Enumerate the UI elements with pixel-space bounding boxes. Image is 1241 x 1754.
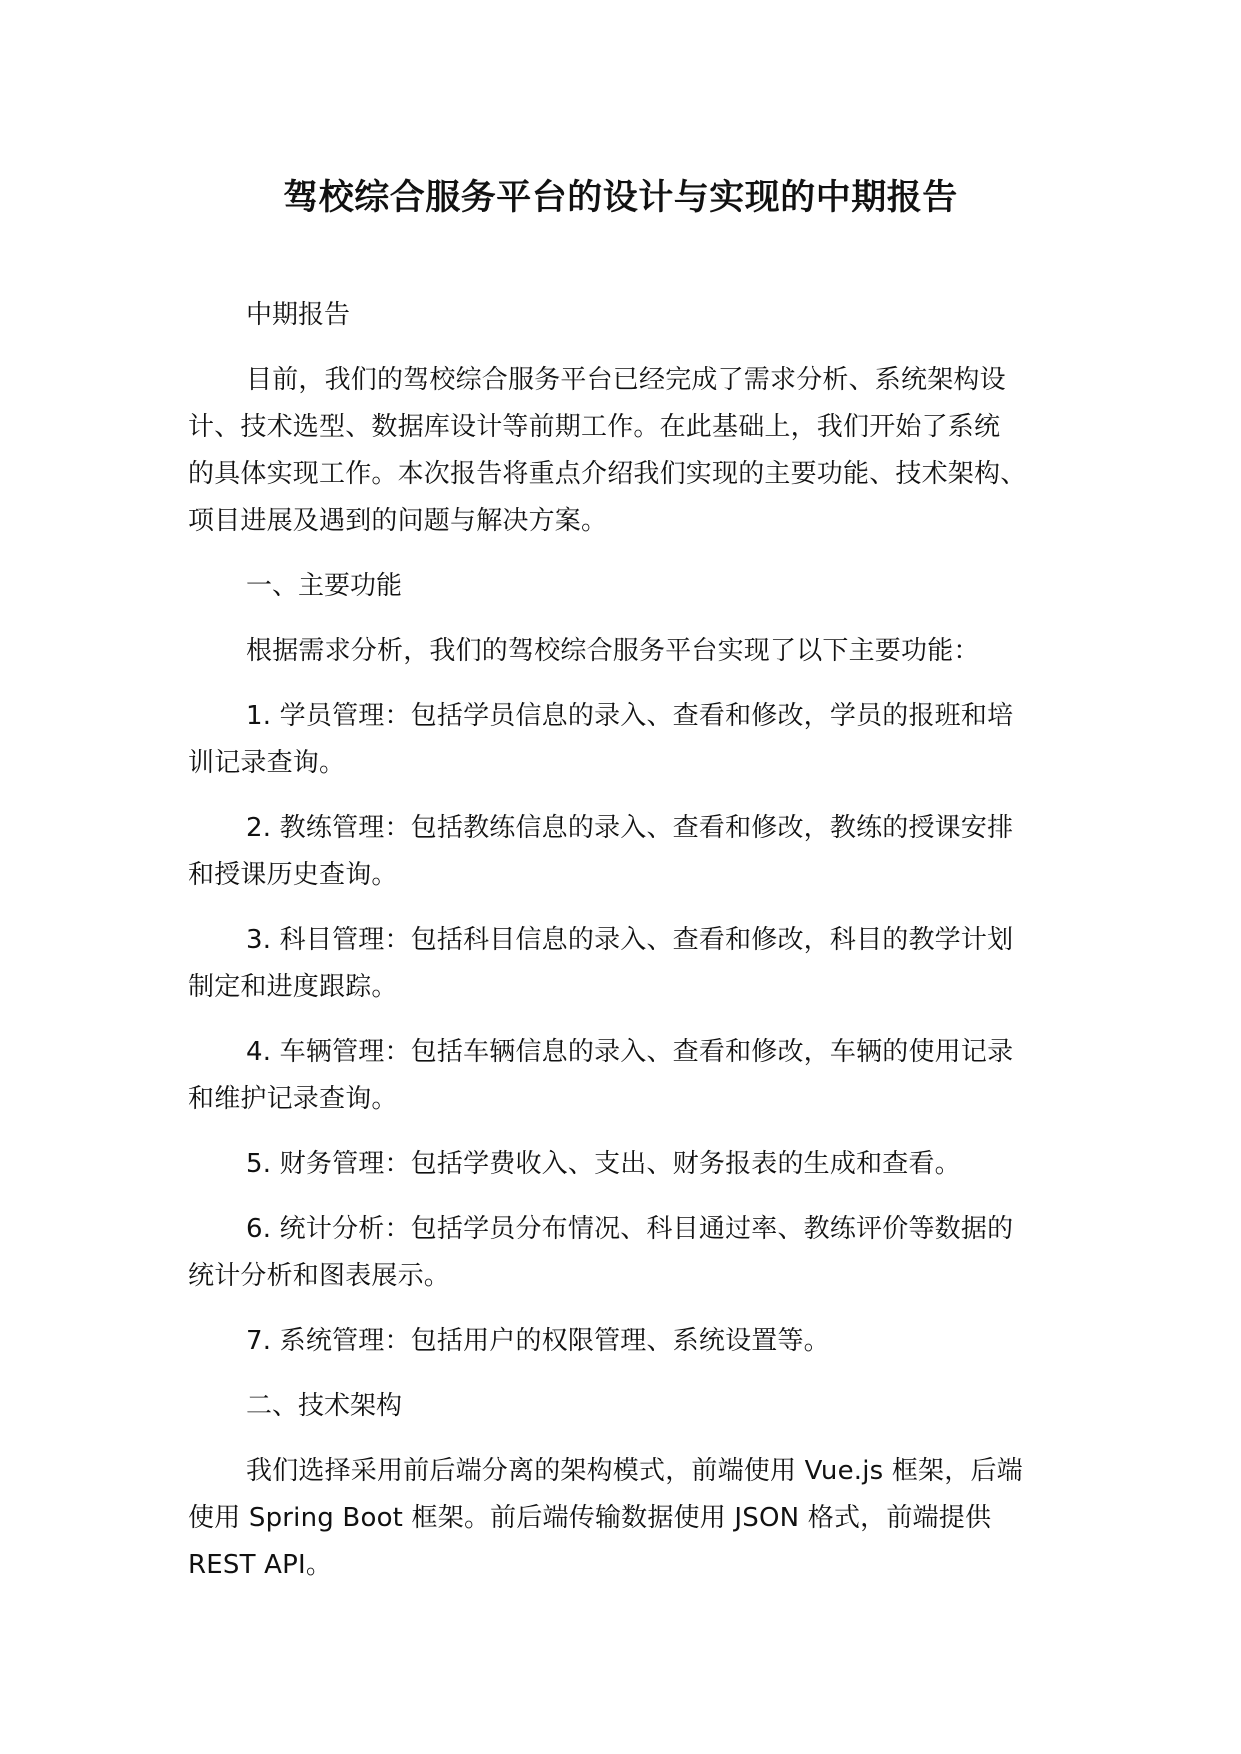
text-line: 3. 科目管理：包括科目信息的录入、查看和修改，科目的教学计划 (246, 925, 1014, 955)
paragraph (188, 1448, 1068, 1589)
paragraph (188, 357, 1068, 545)
text-line: 目前，我们的驾校综合服务平台已经完成了需求分析、系统架构设 (246, 365, 1006, 395)
text-line: 二、技术架构 (246, 1391, 403, 1421)
text-line: 计、技术选型、数据库设计等前期工作。在此基础上，我们开始了系统 (188, 412, 1001, 442)
section-heading (188, 292, 1068, 339)
text-line: 根据需求分析，我们的驾校综合服务平台实现了以下主要功能： (246, 636, 980, 666)
paragraph (188, 805, 1068, 899)
paragraph (188, 1029, 1068, 1123)
section-heading (188, 563, 1068, 610)
text-line: 和授课历史查询。 (188, 860, 398, 890)
text-line: 和维护记录查询。 (188, 1084, 398, 1114)
text-line: 2. 教练管理：包括教练信息的录入、查看和修改，教练的授课安排 (246, 813, 1014, 843)
text-line: 训记录查询。 (188, 748, 346, 778)
text-line: 我们选择采用前后端分离的架构模式，前端使用 Vue.js 框架，后端 (246, 1456, 1023, 1486)
paragraph (188, 1141, 1068, 1188)
text-line: 1. 学员管理：包括学员信息的录入、查看和修改，学员的报班和培 (246, 701, 1014, 731)
text-line: 制定和进度跟踪。 (188, 972, 398, 1002)
section-heading (188, 1383, 1068, 1430)
paragraph (188, 1206, 1068, 1300)
paragraph (188, 693, 1068, 787)
document-body (188, 292, 1068, 1607)
text-line: 6. 统计分析：包括学员分布情况、科目通过率、教练评价等数据的 (246, 1214, 1014, 1244)
text-line: 5. 财务管理：包括学费收入、支出、财务报表的生成和查看。 (246, 1149, 961, 1179)
text-line: REST API。 (188, 1550, 333, 1580)
text-line: 一、主要功能 (246, 571, 403, 601)
text-line: 项目进展及遇到的问题与解决方案。 (188, 506, 608, 536)
text-line: 的具体实现工作。本次报告将重点介绍我们实现的主要功能、技术架构、 (188, 459, 1027, 489)
paragraph (188, 628, 1068, 675)
text-line: 中期报告 (246, 300, 351, 330)
text-line: 使用 Spring Boot 框架。前后端传输数据使用 JSON 格式，前端提供 (188, 1503, 992, 1533)
paragraph (188, 917, 1068, 1011)
text-line: 统计分析和图表展示。 (188, 1261, 451, 1291)
paragraph (188, 1318, 1068, 1365)
document-title: 驾校综合服务平台的设计与实现的中期报告 (283, 178, 958, 218)
text-line: 7. 系统管理：包括用户的权限管理、系统设置等。 (246, 1326, 830, 1356)
text-line: 4. 车辆管理：包括车辆信息的录入、查看和修改，车辆的使用记录 (246, 1037, 1014, 1067)
